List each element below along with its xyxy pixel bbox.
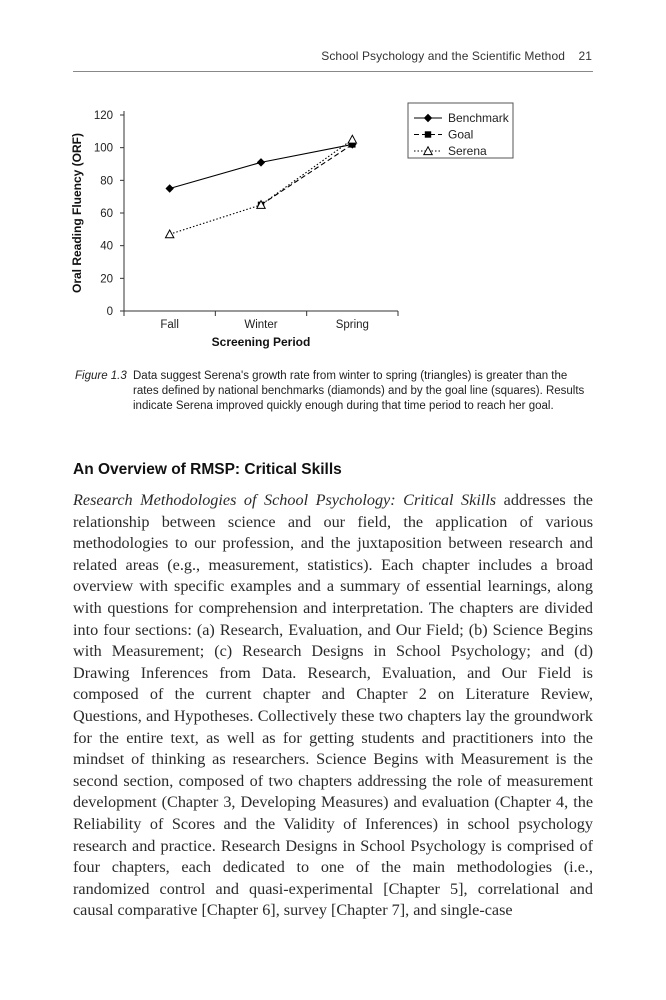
- running-head: [321, 49, 592, 63]
- x-tick-label: Winter: [244, 319, 278, 331]
- paragraph-text: addresses the relationship between science and our field, the application of various methodologies to our profession, and the juxtaposition between research and related areas (e.g., measurement, statistics). Each chapter includes a broad overview with specific examples and a summary of essential learnings, along with questions for comprehension and interpretation. The chapters are divided into four sections: (a) Research, Evaluation, and Our Field; (b) Science Begins with Measurement; (c) Research Designs in School Psychology; and (d) Drawing Inferences from Data. Research, Evaluation, and Our Field is composed of the current chapter and Chapter 2 on Literature Review, Questions, and Hypotheses. Collectively these two chapters lay the groundwork for the entire text, as well as for getting students and practitioners into the mindset of thinking as researchers. Science Begins with Measurement is the second section, composed of two chapters addressing the role of measurement development (Chapter 3, Developing Measures) and evaluation (Chapter 4, the Reliability of Scores and the Validity of Inferences) in school psychology research and practice. Research Designs in School Psychology is comprised of four chapters, each dedicated to one of the main methodologies (i.e., randomized control and quasi-experimental [Chapter 5], correlational and causal comparative [Chapter 6], survey [Chapter 7], and single-case: [73, 491, 593, 920]
- series-goal: [258, 141, 356, 208]
- series-serena: [165, 135, 356, 238]
- legend-label: Goal: [448, 127, 474, 142]
- y-tick-label: 120: [93, 110, 113, 122]
- figure-caption-text: Data suggest Serena's growth rate from winter to spring (triangles) is greater than the rates defined by national benchmarks (diamonds) and by the goal line (squares). Results indicate Serena improved quickly enough during that time period to reach her goal.: [133, 370, 585, 412]
- header-rule: [73, 71, 593, 72]
- y-tick-label: 60: [100, 208, 113, 220]
- page-number: 21: [578, 49, 592, 63]
- y-tick-label: 80: [100, 175, 113, 188]
- diamond-marker: [257, 158, 265, 166]
- reading-fluency-chart: [68, 100, 528, 355]
- x-axis-title: Screening Period: [211, 335, 311, 349]
- y-tick-label: 100: [93, 142, 113, 155]
- y-axis-title: Oral Reading Fluency (ORF): [70, 132, 84, 294]
- y-tick-label: 20: [100, 273, 113, 286]
- series-line: [170, 140, 353, 235]
- section-heading: An Overview of RMSP: Critical Skills: [73, 461, 342, 478]
- running-title: School Psychology and the Scientific Method: [321, 49, 565, 63]
- x-axis: [124, 311, 398, 331]
- diamond-marker: [165, 184, 173, 192]
- series-benchmark: [165, 140, 356, 193]
- book-title: Research Methodologies of School Psychology: Critical Skills: [73, 491, 497, 509]
- figure-label: Figure 1.3: [75, 370, 127, 382]
- chart-series: [165, 135, 356, 238]
- figure-caption: [75, 369, 595, 414]
- x-tick-label: Spring: [335, 319, 369, 331]
- body-paragraph: [73, 490, 593, 922]
- legend-label: Serena: [448, 144, 487, 158]
- legend-label: Benchmark: [448, 111, 509, 125]
- triangle-marker: [348, 135, 356, 143]
- triangle-marker: [165, 230, 173, 238]
- square-marker: [425, 131, 431, 137]
- y-axis: [94, 110, 124, 318]
- chart-legend: [408, 103, 513, 158]
- y-tick-label: 40: [100, 240, 113, 253]
- y-tick-label: 0: [106, 306, 113, 318]
- x-tick-label: Fall: [160, 319, 179, 331]
